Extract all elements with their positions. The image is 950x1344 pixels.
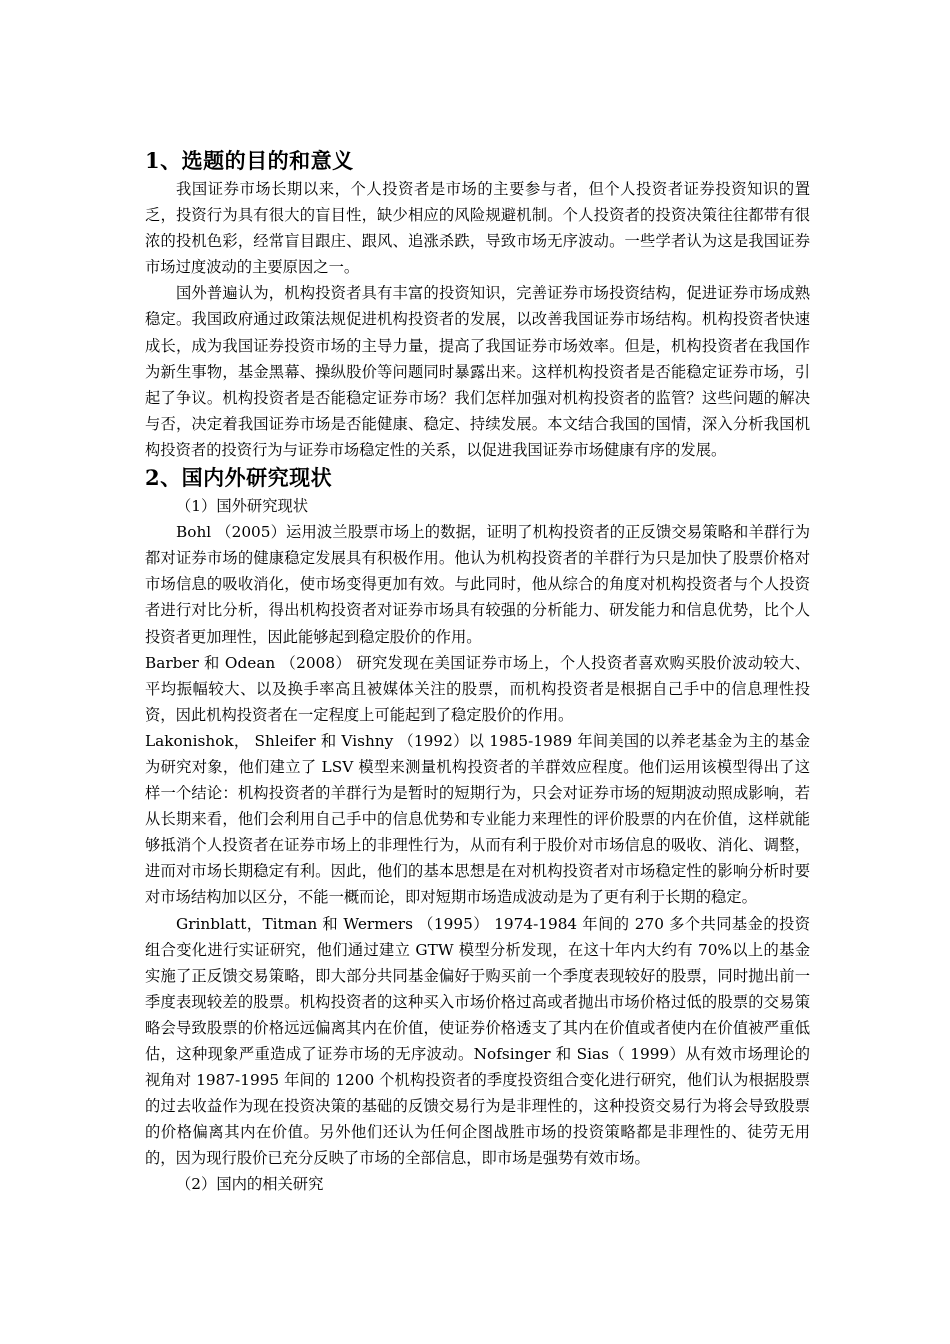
paragraph-bohl: Bohl （2005）运用波兰股票市场上的数据，证明了机构投资者的正反馈交易策略和羊群行为都对证券市场的健康稳定发展具有积极作用。他认为机构投资者的羊群行为只是加快了股票价格对市场信息的吸收消化，使市场变得更加有效。与此同时，他从综合的角度对机构投资者与个人投资者进行对比分析，得出机构投资者对证券市场具有较强的分析能力、研发能力和信息优势，比个人投资者更加理性，因此能够起到稳定股价的作用。 <box>145 523 810 646</box>
paragraph-grinblatt: Grinblatt，Titman 和 Wermers （1995） 1974-1984 年间的 270 多个共同基金的投资组合变化进行实证研究，他们通过建立 GTW 模型分析发现，在这十年内大约有 70%以上的基金实施了正反馈交易策略，即大部分共同基金偏好于购买前一个季度表现较好的股票，同时抛出前一季度表现较差的股票。机构投资者的这种买入市场价格过高或者抛出市场价格过低的股票的交易策略会导致股票的价格远远偏离其内在价值，使证券价格透支了其内在价值或者使内在价值被严重低估，这种现象严重造成了证券市场的无序波动。Nofsinger 和 Sias（ 1999）从有效市场理论的视角对 1987-1995 年间的 1200 个机构投资者的季度投资组合变化进行研究，他们认为根据股票的过去收益作为现在投资决策的基础的反馈交易行为是非理性的，这种投资交易行为将会导致股票的价格偏离其内在价值。另外他们还认为任何企图战胜市场的投资策略都是非理性的、徒劳无用的，因为现行股价已充分反映了市场的全部信息，即市场是强势有效市场。 <box>145 914 810 1168</box>
subsection-domestic-research: （2）国内的相关研究 <box>176 1175 324 1194</box>
subsection-foreign-research: （1）国外研究现状 <box>176 497 309 516</box>
section-1-paragraph-1: 我国证券市场长期以来，个人投资者是市场的主要参与者，但个人投资者证券投资知识的置乏，投资行为具有很大的盲目性，缺少相应的风险规避机制。个人投资者的投资决策往往都带有很浓的投机色彩，经常盲目跟庄、跟风、追涨杀跌，导致市场无序波动。一些学者认为这是我国证券市场过度波动的主要原因之一。 <box>145 180 810 277</box>
section-1-heading: 1、选题的目的和意义 <box>145 148 354 173</box>
paragraph-barber-odean: Barber 和 Odean （2008） 研究发现在美国证券市场上，个人投资者喜欢购买股价波动较大、平均振幅较大、以及换手率高且被媒体关注的股票，而机构投资者是根据自己手中的信息理性投资，因此机构投资者在一定程度上可能起到了稳定股价的作用。 <box>145 653 810 724</box>
section-1-paragraph-2: 国外普遍认为，机构投资者具有丰富的投资知识，完善证券市场投资结构，促进证券市场成熟稳定。我国政府通过政策法规促进机构投资者的发展，以改善我国证券市场结构。机构投资者快速成长，成为我国证券投资市场的主导力量，提高了我国证券市场效率。但是，机构投资者在我国作为新生事物，基金黑幕、操纵股价等问题同时暴露出来。这样机构投资者是否能稳定证券市场，引起了争议。机构投资者是否能稳定证券市场？我们怎样加强对机构投资者的监管？这些问题的解决与否，决定着我国证券市场是否能健康、稳定、持续发展。本文结合我国的国情，深入分析我国机构投资者的投资行为与证券市场稳定性的关系，以促进我国证券市场健康有序的发展。 <box>145 284 810 459</box>
paragraph-lakonishok: Lakonishok， Shleifer 和 Vishny （1992）以 1985-1989 年间美国的以养老基金为主的基金为研究对象，他们建立了 LSV 模型来测量机构投资者的羊群效应程度。他们运用该模型得出了这样一个结论：机构投资者的羊群行为是暂时的短期行为，只会对证券市场的短期波动照成影响，若从长期来看，他们会利用自己手中的信息优势和专业能力来理性的评价股票的内在价值，这样就能够抵消个人投资者在证券市场上的非理性行为，从而有利于股价对市场信息的吸收、消化、调整，进而对市场长期稳定有利。因此，他们的基本思想是在对机构投资者对市场稳定性的影响分析时要对市场结构加以区分，不能一概而论，即对短期市场造成波动是为了更有利于长期的稳定。 <box>145 731 810 907</box>
section-2-heading: 2、国内外研究现状 <box>145 465 333 491</box>
document-page <box>145 146 810 1198</box>
